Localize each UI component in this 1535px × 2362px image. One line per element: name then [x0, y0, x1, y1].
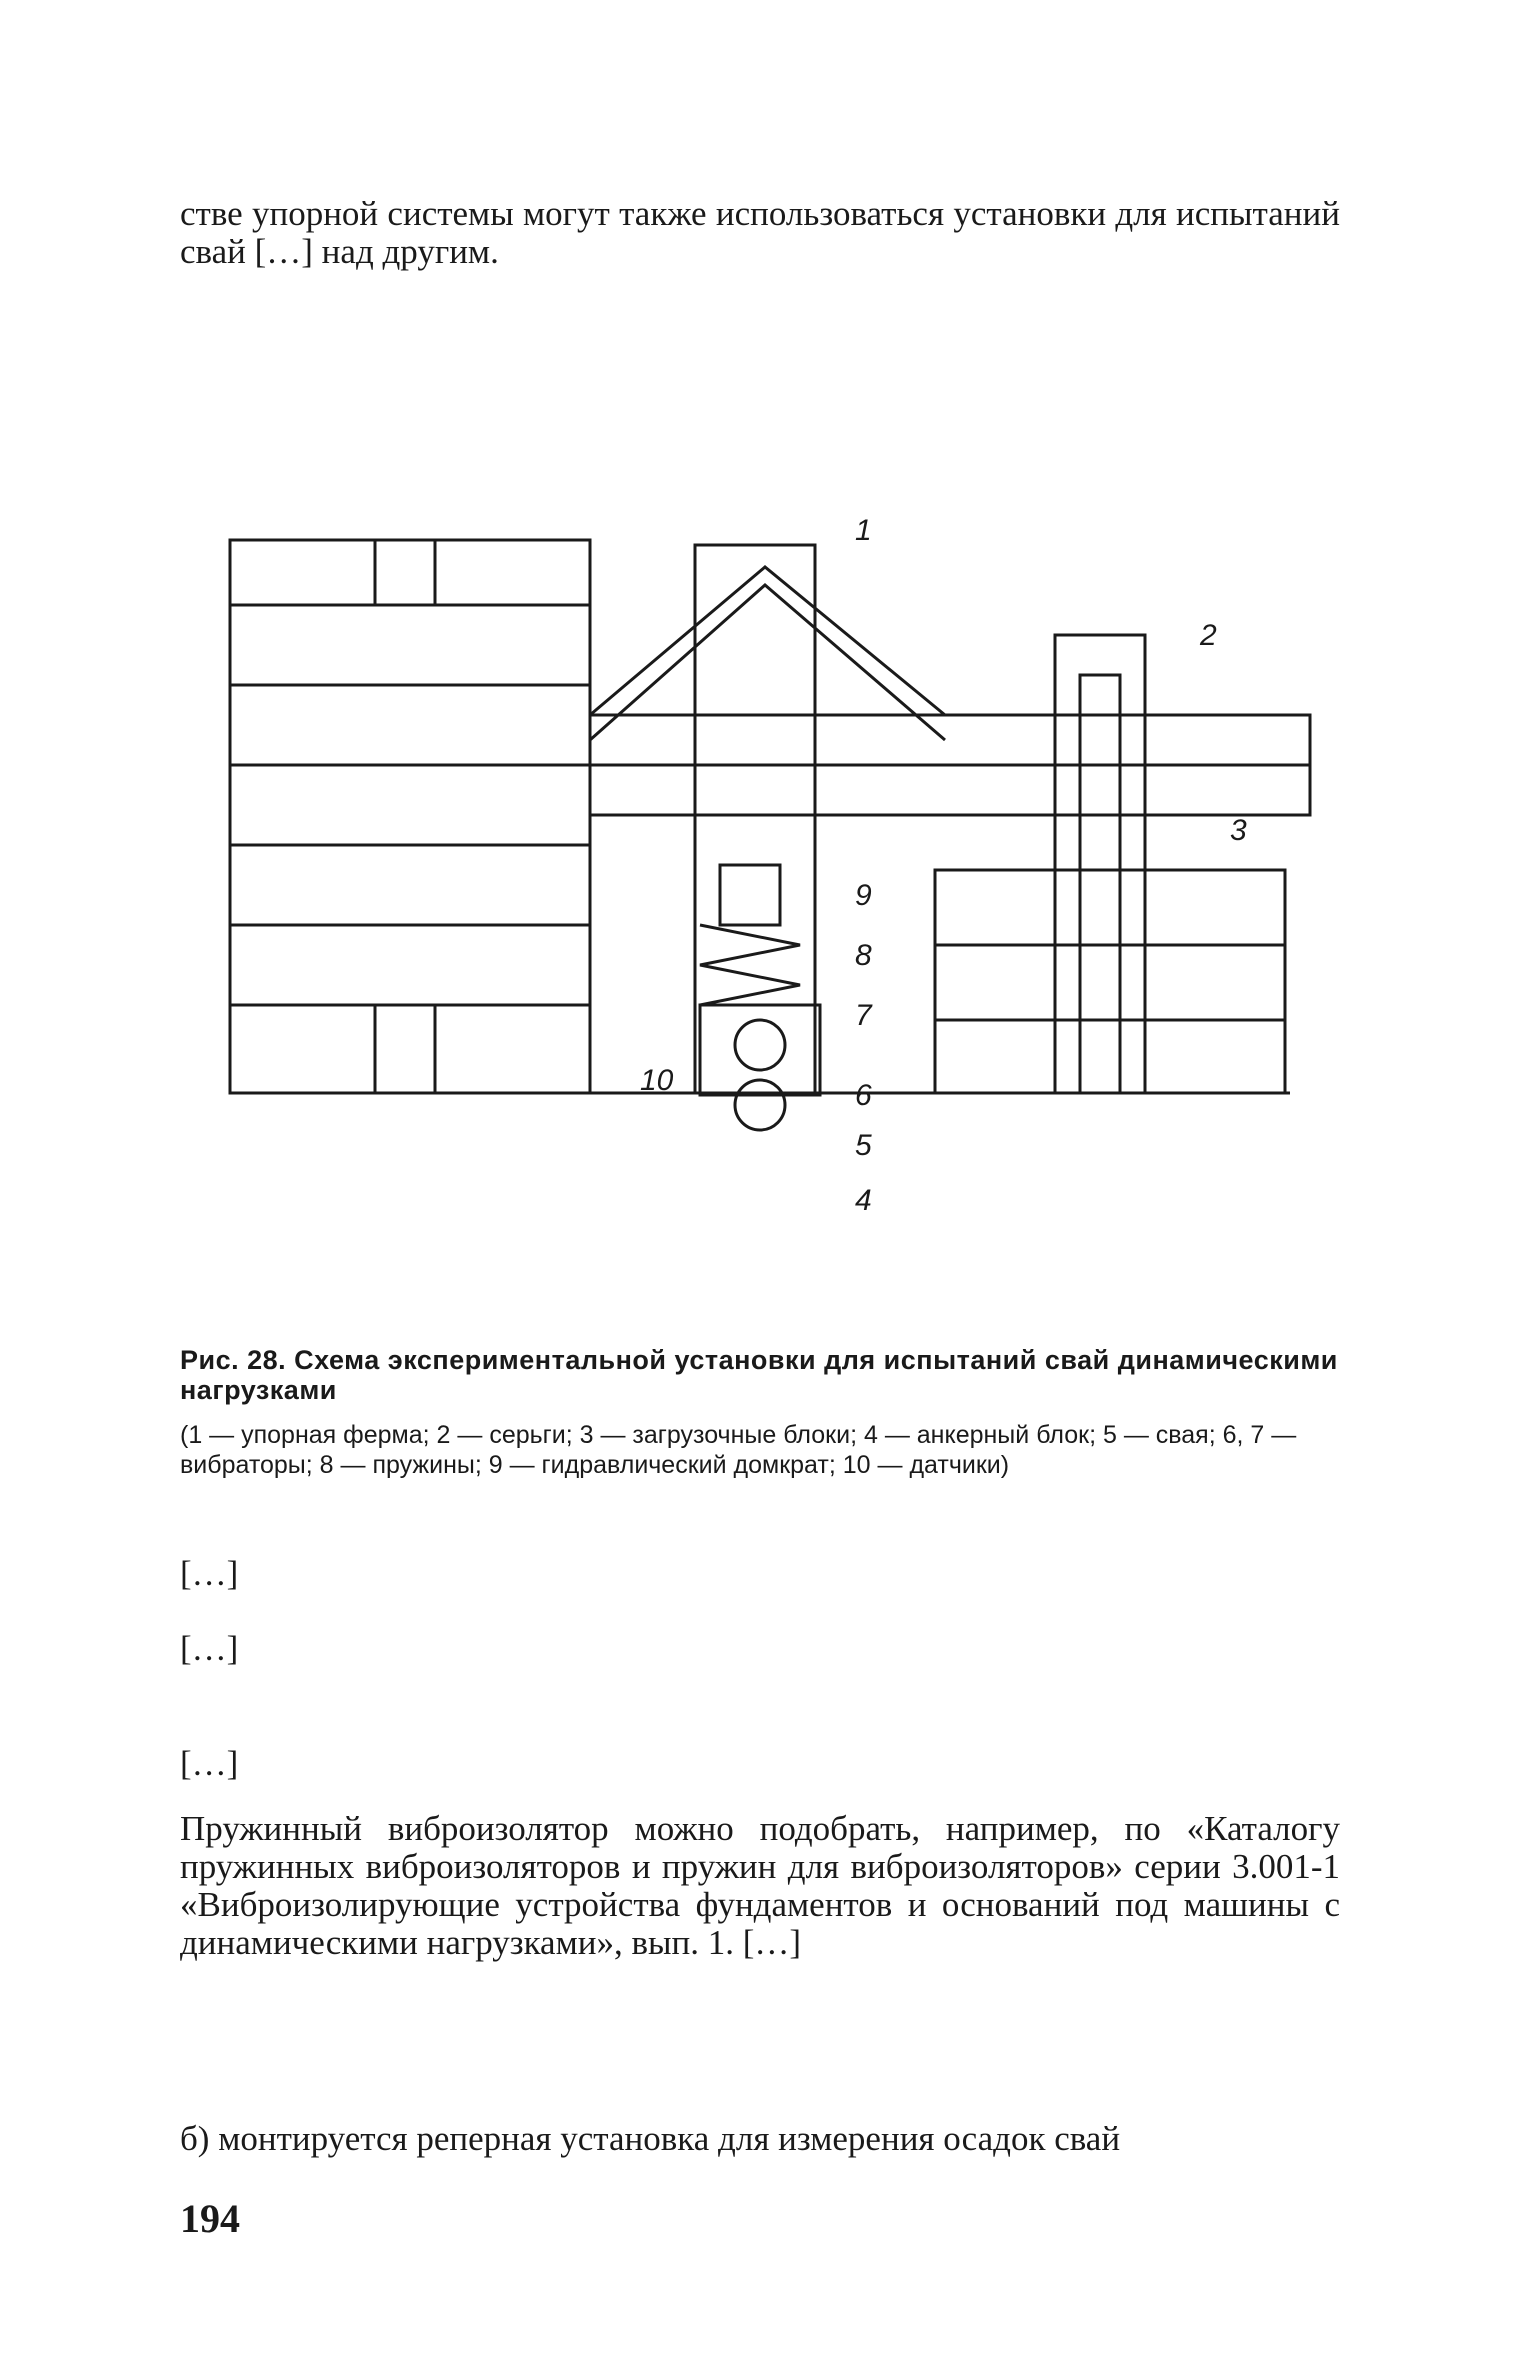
fig-label-1: 1 [855, 514, 872, 547]
fig-label-4: 4 [855, 1184, 872, 1217]
body-paragraph-1: […] [180, 1554, 239, 1593]
body-paragraph-4: Пружинный виброизолятор можно подобрать, например, по «Каталогу пружинных виброизоляторов и пружин для виброизоляторов» серии 3.001-1 «Виброизолирующие устройства фундаментов и оснований под машины с динамическими нагрузками», вып. 1. […] [180, 1809, 1340, 1962]
fig-label-6: 6 [855, 1079, 872, 1112]
fig-label-8: 8 [855, 939, 872, 972]
anchor-columns [695, 545, 1145, 1093]
body-paragraph-3: […] [180, 1744, 239, 1783]
fig-label-2: 2 [1200, 619, 1217, 652]
fig-label-7: 7 [855, 999, 872, 1032]
jack-spring-vibrator [700, 865, 820, 1130]
page-number: 194 [180, 2196, 240, 2241]
fig-label-5: 5 [855, 1129, 872, 1162]
intro-paragraph: стве упорной системы могут также использоваться установки для испытаний свай […] над другим. [180, 194, 1340, 271]
left-load-blocks [230, 540, 590, 1093]
fig-label-10: 10 [640, 1064, 674, 1097]
test-setup-diagram [200, 505, 1320, 1305]
body-paragraph-2: […] [180, 1629, 239, 1668]
body-paragraph-5: б) монтируется реперная установка для измерения осадок свай [180, 2119, 1121, 2158]
truss [590, 567, 1310, 815]
fig-label-3: 3 [1230, 814, 1247, 847]
fig-label-9: 9 [855, 879, 872, 912]
figure-caption-title: Рис. 28. Схема экспериментальной установки для испытаний свай динамическими нагрузками [180, 1345, 1338, 1405]
right-load-blocks [935, 870, 1285, 1093]
figure-caption-legend: (1 — упорная ферма; 2 — серьги; 3 — загрузочные блоки; 4 — анкерный блок; 5 — свая; 6, 7 — вибраторы; 8 — пружины; 9 — гидравлический домкрат; 10 — датчики) [180, 1421, 1297, 1479]
